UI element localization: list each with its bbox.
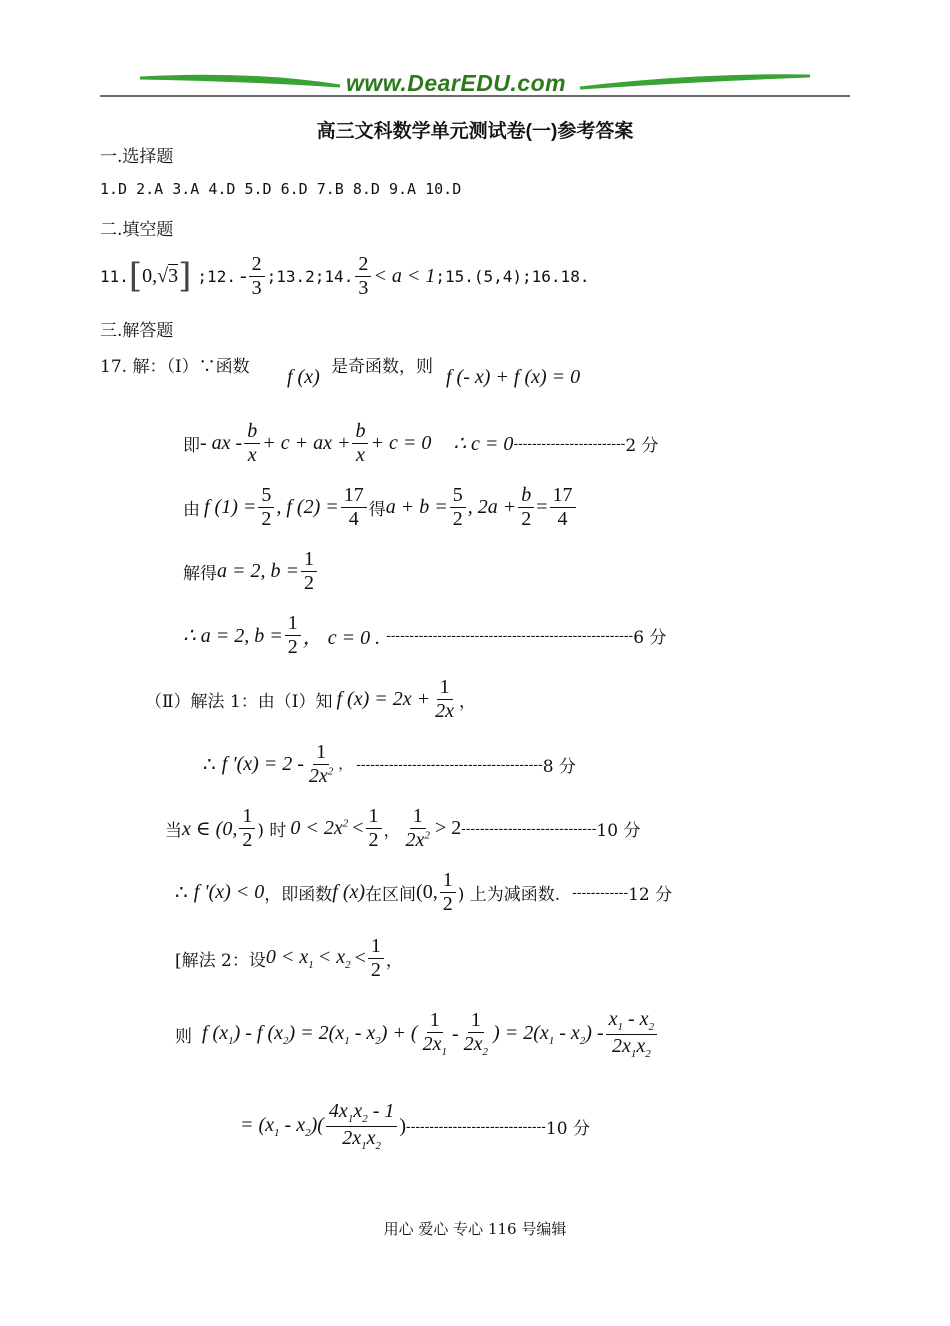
q14-inequality: < a < 1: [373, 264, 436, 287]
site-name: www.DearEDU.com: [346, 70, 567, 96]
concl-score: 6 分: [633, 627, 667, 648]
q11-number: 11.: [100, 266, 129, 286]
part2-den: 2x: [435, 699, 455, 722]
you-frac5-num: 17: [550, 484, 576, 508]
p17-lead-line: [100, 352, 250, 377]
eq-fraction: [326, 1100, 397, 1152]
solve-den: 2: [304, 571, 314, 594]
you-frac4-den: 2: [521, 507, 532, 530]
decr-score: 12 分: [628, 884, 673, 905]
page-title: 高三文科数学单元测试卷(一)参考答案: [316, 121, 634, 142]
m2-lead: [解法 2：设: [175, 950, 266, 971]
sqrt-icon: √: [157, 264, 169, 287]
when3-num: 1: [410, 805, 426, 829]
decr-text2: 在区间: [365, 884, 417, 905]
concl-dashes: -----------------------------------------------------: [386, 627, 634, 643]
p17-fx: f (x): [287, 366, 320, 388]
deriv-therefore: ∴: [203, 753, 216, 776]
deriv-den: [306, 765, 336, 788]
q12-fraction: [249, 253, 265, 300]
ji-expr-c: + c + ax +: [262, 431, 351, 454]
when-gt: > 2: [434, 816, 462, 839]
m2-ineq2-text: < x: [317, 945, 346, 968]
you-frac-5-2: [258, 484, 274, 531]
q11-left-bracket: [: [128, 256, 143, 296]
line-when: [165, 802, 640, 854]
ji-score: 2 分: [625, 435, 659, 456]
then-frac-3: [606, 1008, 657, 1060]
deriv-expr: f '(x) = 2 -: [221, 752, 304, 775]
m2-end: ，: [385, 950, 403, 971]
eq-den: $2x_1x_2$: [342, 1126, 382, 1152]
then-frac2-num: 1: [468, 1009, 484, 1033]
decr-dashes: ------------: [572, 884, 629, 900]
when2-num: 1: [366, 805, 382, 829]
line-solve: [183, 546, 319, 596]
q13-14-label: ;13.2;14.: [266, 266, 354, 286]
you-ab: a + b =: [385, 495, 448, 518]
q14-denominator: 3: [358, 276, 369, 299]
eq-dashes: ------------------------------: [406, 1118, 546, 1134]
header-banner: [100, 66, 850, 102]
you-frac4-num: b: [518, 484, 534, 508]
decr-den: 2: [442, 892, 453, 915]
when-fraction-2: [366, 805, 382, 852]
solve-fraction: [301, 548, 317, 595]
eq-close: ): [399, 1114, 407, 1137]
concl-expr: ∴ a = 2, b =: [183, 624, 283, 647]
eq-expr: = $(x_1 - x_2)$(: [240, 1113, 324, 1139]
when3-den: [403, 829, 433, 852]
part2-end: ，: [459, 691, 477, 712]
when3-den-base: 2x: [405, 828, 425, 851]
when-comma: ，: [383, 820, 401, 841]
decr-fx: f (x): [332, 880, 366, 903]
part2-fx: f (x) = 2x +: [336, 687, 431, 710]
swoosh-left: [140, 76, 340, 86]
when-num: 1: [239, 805, 255, 829]
ji-fraction-1: [244, 420, 260, 467]
solve-label: 解得: [183, 563, 217, 584]
q11-right-bracket: ]: [178, 256, 192, 296]
m2-sub-2: 2: [345, 958, 351, 971]
q11-sqrt-value: 3: [168, 265, 179, 287]
you-frac1-den: 2: [261, 507, 272, 530]
m2-sub-1: 1: [308, 958, 314, 971]
when-ineq: [290, 817, 348, 840]
deriv-den-base: 2x: [308, 764, 328, 787]
m2-ineq-text: 0 < x: [265, 945, 309, 968]
ji-frac2-den: x: [356, 443, 365, 466]
line-decreasing: [175, 866, 672, 918]
when-dashes: -----------------------------: [461, 820, 597, 836]
decr-expr: f '(x) < 0: [193, 880, 265, 903]
m2-den: 2: [370, 958, 381, 981]
decr-num: 1: [440, 869, 456, 893]
when-den: 2: [242, 828, 253, 851]
you-frac5-den: 4: [557, 507, 568, 530]
part2-num: 1: [437, 676, 453, 700]
you-2a: , 2a +: [467, 495, 517, 518]
when-ineq-text: 0 < 2x: [290, 816, 343, 839]
you-frac1-num: 5: [258, 484, 274, 508]
when-fraction: [239, 805, 255, 852]
m2-ineq2: [318, 946, 351, 971]
decr-fraction: [440, 869, 456, 916]
you-frac-17-4b: [550, 484, 576, 531]
decr-text3: ) 上为减函数.: [457, 884, 561, 905]
then-frac2-den: $2x_2$: [463, 1033, 489, 1059]
then-frac-1: [420, 1009, 450, 1059]
when-score: 10 分: [596, 820, 641, 841]
then-frac3-den: $2x_1x_2$: [611, 1034, 651, 1060]
when-time: ) 时: [257, 820, 287, 841]
m2-ineq: [266, 946, 314, 971]
line-part2: [145, 674, 476, 724]
q12-denominator: 3: [251, 276, 262, 299]
then-frac-2: [461, 1009, 491, 1059]
then-label: 则: [175, 1026, 192, 1047]
then-frac1-num: 1: [427, 1009, 443, 1033]
solve-num: 1: [301, 548, 317, 572]
you-frac-5-2b: [450, 484, 466, 531]
part2-fraction: [432, 676, 457, 723]
deriv-den-exp: 2: [327, 764, 334, 777]
m2-fraction: [368, 935, 384, 982]
line-derivative: [203, 738, 576, 790]
eq-score: 10 分: [545, 1118, 590, 1139]
decr-interval: (0,: [416, 880, 438, 903]
solve-expr: a = 2, b =: [217, 559, 299, 582]
concl-den: 2: [287, 635, 298, 658]
decr-text1: ，即函数: [264, 884, 333, 905]
ji-frac1-num: b: [244, 420, 260, 444]
q11-interval-start: 0,: [142, 264, 158, 287]
ji-expr-d: + c = 0: [370, 431, 432, 454]
m2-lt: <: [354, 946, 366, 969]
swoosh-right: [580, 76, 810, 88]
then-expr: f $(x_1)$ - f $(x_2) = 2(x_1 - x_2)$ + (: [202, 1021, 418, 1047]
deriv-score: 8 分: [542, 756, 576, 777]
q12-number: ;12.: [197, 266, 236, 286]
you-f2: , f (2) =: [276, 495, 339, 518]
then-frac3-num: $x_1 - x_2$: [606, 1008, 657, 1035]
line-equals: [240, 1098, 590, 1154]
you-de: 得: [368, 499, 386, 520]
deriv-num: 1: [313, 741, 329, 765]
you-frac3-den: 2: [452, 507, 463, 530]
section-heading-solve: 三.解答题: [100, 321, 174, 341]
line-conclusion: [183, 610, 666, 660]
you-frac-17-4: [341, 484, 367, 531]
line-method2: [175, 932, 403, 984]
you-label: 由: [183, 499, 200, 520]
ji-therefore: ∴ c = 0: [453, 432, 514, 455]
footer-text: 用心 爱心 专心 116 号编辑: [383, 1220, 567, 1238]
concl-num: 1: [285, 612, 301, 636]
q12-numerator: 2: [249, 253, 265, 277]
q14-fraction: [355, 253, 371, 300]
concl-c: ， c = 0 .: [302, 626, 381, 649]
deriv-fraction: [306, 741, 336, 788]
ji-dashes: ------------------------: [513, 435, 626, 451]
q12-minus: -: [239, 264, 247, 287]
m2-num: 1: [368, 935, 384, 959]
part2-lead: （Ⅱ）解法 1：由（Ⅰ）知: [145, 691, 333, 712]
fill-answers-line: [100, 248, 589, 304]
when-label: 当: [165, 820, 182, 841]
you-frac-b-2: [518, 484, 534, 531]
choice-answers: 1.D 2.A 3.A 4.D 5.D 6.D 7.B 8.D 9.A 10.D: [100, 180, 462, 198]
then-expr2: ) = $2(x_1 - x_2)$ -: [493, 1021, 604, 1047]
you-frac2-num: 17: [341, 484, 367, 508]
you-eq: =: [536, 495, 548, 518]
p17-odd-equation: f (- x) + f (x) = 0: [446, 366, 581, 388]
when3-den-exp: 2: [424, 828, 430, 841]
decr-therefore: ∴: [175, 881, 188, 904]
you-frac3-num: 5: [450, 484, 466, 508]
line-ji: [183, 418, 659, 468]
ji-frac2-num: b: [352, 420, 368, 444]
when-fraction-3: [403, 805, 433, 852]
ji-label: 即: [183, 435, 200, 456]
concl-fraction: [285, 612, 301, 659]
p17-odd-text: 是奇函数，则: [331, 357, 433, 377]
then-frac1-den: $2x_1$: [422, 1033, 447, 1059]
eq-num: $4x_1x_2 - 1$: [326, 1100, 397, 1127]
ji-frac1-den: x: [247, 443, 257, 466]
section-heading-choice: 一.选择题: [100, 147, 174, 167]
q15-16-answers: ;15.(5,4);16.18.: [435, 266, 590, 286]
you-frac2-den: 4: [348, 507, 359, 530]
q14-numerator: 2: [355, 253, 371, 277]
you-f1: f (1) =: [204, 495, 257, 518]
when-ineq-exp: 2: [342, 816, 349, 829]
ji-expr-a: - ax -: [200, 431, 243, 454]
when-lt: <: [352, 816, 364, 839]
line-you: [183, 482, 578, 532]
deriv-dashes: ， ----------------------------------------: [338, 756, 543, 772]
ji-fraction-2: [352, 420, 368, 467]
line-then: [175, 1008, 659, 1060]
p17-lead: 17. 解：（Ⅰ）∵函数: [100, 357, 250, 377]
when-expr: x ∈ (0,: [182, 817, 238, 840]
then-minus: -: [451, 1022, 459, 1045]
section-heading-fill: 二.填空题: [100, 220, 174, 240]
when2-den: 2: [368, 828, 379, 851]
